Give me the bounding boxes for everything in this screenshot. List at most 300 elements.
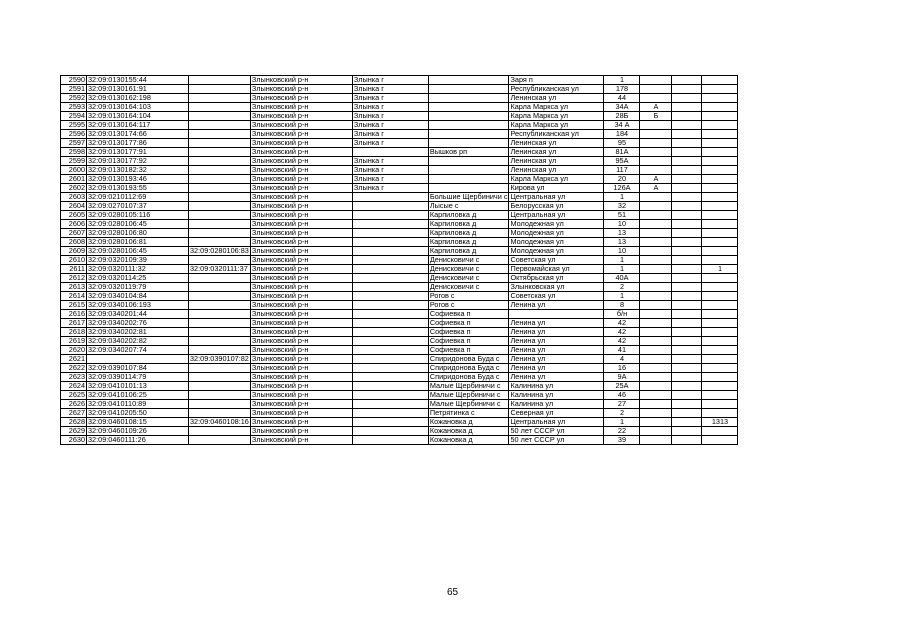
street-cell: Республиканская ул: [509, 85, 604, 94]
building-letter-cell: [640, 301, 672, 310]
row-number-cell: 2618: [61, 328, 87, 337]
city-cell: Злынка г: [352, 112, 428, 121]
city-cell: [352, 337, 428, 346]
extra-value-cell: [702, 121, 738, 130]
cadastral-number-cell: 32:09:0320111:32: [87, 265, 189, 274]
settlement-cell: Карпиловка д: [428, 247, 509, 256]
street-cell: Северная ул: [509, 409, 604, 418]
house-number-cell: 28Б: [604, 112, 640, 121]
district-cell: Злынковский р-н: [250, 364, 352, 373]
building-letter-cell: [640, 292, 672, 301]
building-letter-cell: [640, 373, 672, 382]
city-cell: [352, 220, 428, 229]
city-cell: [352, 436, 428, 445]
cadastral-number-cell: 32:09:0280106:81: [87, 238, 189, 247]
empty-cell: [672, 400, 702, 409]
settlement-cell: Рогов с: [428, 292, 509, 301]
empty-cell: [672, 310, 702, 319]
city-cell: [352, 355, 428, 364]
settlement-cell: Софиевка п: [428, 346, 509, 355]
linked-cadastral-number-cell: [189, 373, 251, 382]
linked-cadastral-number-cell: [189, 103, 251, 112]
empty-cell: [672, 328, 702, 337]
settlement-cell: Малые Щербиничи с: [428, 400, 509, 409]
table-row: [61, 112, 738, 121]
house-number-cell: 41: [604, 346, 640, 355]
linked-cadastral-number-cell: [189, 184, 251, 193]
extra-value-cell: 1313: [702, 418, 738, 427]
building-letter-cell: [640, 211, 672, 220]
settlement-cell: Денисковичи с: [428, 283, 509, 292]
table-row: [61, 175, 738, 184]
row-number-cell: 2616: [61, 310, 87, 319]
row-number-cell: 2612: [61, 274, 87, 283]
row-number-cell: 2603: [61, 193, 87, 202]
settlement-cell: [428, 94, 509, 103]
empty-cell: [672, 436, 702, 445]
cadastral-number-cell: 32:09:0340201:44: [87, 310, 189, 319]
linked-cadastral-number-cell: [189, 220, 251, 229]
house-number-cell: 117: [604, 166, 640, 175]
city-cell: [352, 193, 428, 202]
house-number-cell: 32: [604, 202, 640, 211]
district-cell: Злынковский р-н: [250, 391, 352, 400]
street-cell: Карла Маркса ул: [509, 103, 604, 112]
row-number-cell: 2604: [61, 202, 87, 211]
street-cell: Молодежная ул: [509, 220, 604, 229]
street-cell: Ленина ул: [509, 346, 604, 355]
building-letter-cell: [640, 418, 672, 427]
linked-cadastral-number-cell: [189, 274, 251, 283]
row-number-cell: 2614: [61, 292, 87, 301]
street-cell: Ленина ул: [509, 373, 604, 382]
house-number-cell: 42: [604, 328, 640, 337]
settlement-cell: [428, 157, 509, 166]
linked-cadastral-number-cell: [189, 436, 251, 445]
settlement-cell: Софиевка п: [428, 337, 509, 346]
settlement-cell: Рогов с: [428, 301, 509, 310]
house-number-cell: 1: [604, 193, 640, 202]
settlement-cell: [428, 166, 509, 175]
extra-value-cell: [702, 409, 738, 418]
row-number-cell: 2599: [61, 157, 87, 166]
city-cell: Злынка г: [352, 103, 428, 112]
district-cell: Злынковский р-н: [250, 184, 352, 193]
city-cell: [352, 301, 428, 310]
empty-cell: [672, 130, 702, 139]
house-number-cell: 25А: [604, 382, 640, 391]
city-cell: [352, 319, 428, 328]
empty-cell: [672, 175, 702, 184]
extra-value-cell: [702, 94, 738, 103]
row-number-cell: 2620: [61, 346, 87, 355]
extra-value-cell: [702, 391, 738, 400]
district-cell: Злынковский р-н: [250, 94, 352, 103]
building-letter-cell: [640, 193, 672, 202]
building-letter-cell: [640, 202, 672, 211]
settlement-cell: Софиевка п: [428, 328, 509, 337]
cadastral-number-cell: 32:09:0130193:55: [87, 184, 189, 193]
city-cell: [352, 265, 428, 274]
cadastral-number-cell: 32:09:0280106:45: [87, 220, 189, 229]
street-cell: Молодежная ул: [509, 238, 604, 247]
building-letter-cell: [640, 220, 672, 229]
table-row: [61, 391, 738, 400]
cadastral-number-cell: 32:09:0320114:25: [87, 274, 189, 283]
linked-cadastral-number-cell: [189, 229, 251, 238]
house-number-cell: 27: [604, 400, 640, 409]
row-number-cell: 2613: [61, 283, 87, 292]
extra-value-cell: [702, 157, 738, 166]
row-number-cell: 2625: [61, 391, 87, 400]
building-letter-cell: А: [640, 184, 672, 193]
settlement-cell: Софиевка п: [428, 319, 509, 328]
house-number-cell: 42: [604, 319, 640, 328]
empty-cell: [672, 247, 702, 256]
linked-cadastral-number-cell: [189, 139, 251, 148]
linked-cadastral-number-cell: [189, 391, 251, 400]
district-cell: Злынковский р-н: [250, 373, 352, 382]
district-cell: Злынковский р-н: [250, 202, 352, 211]
building-letter-cell: [640, 148, 672, 157]
cadastral-number-cell: 32:09:0130164:104: [87, 112, 189, 121]
district-cell: Злынковский р-н: [250, 319, 352, 328]
row-number-cell: 2629: [61, 427, 87, 436]
district-cell: Злынковский р-н: [250, 427, 352, 436]
street-cell: Белорусская ул: [509, 202, 604, 211]
settlement-cell: [428, 85, 509, 94]
building-letter-cell: [640, 139, 672, 148]
extra-value-cell: [702, 85, 738, 94]
settlement-cell: [428, 112, 509, 121]
empty-cell: [672, 409, 702, 418]
house-number-cell: 39: [604, 436, 640, 445]
district-cell: Злынковский р-н: [250, 382, 352, 391]
city-cell: [352, 256, 428, 265]
empty-cell: [672, 346, 702, 355]
table-row: [61, 301, 738, 310]
building-letter-cell: [640, 94, 672, 103]
district-cell: Злынковский р-н: [250, 103, 352, 112]
district-cell: Злынковский р-н: [250, 247, 352, 256]
settlement-cell: [428, 139, 509, 148]
building-letter-cell: Б: [640, 112, 672, 121]
row-number-cell: 2596: [61, 130, 87, 139]
street-cell: 50 лет СССР ул: [509, 436, 604, 445]
table-row: [61, 103, 738, 112]
row-number-cell: 2597: [61, 139, 87, 148]
city-cell: [352, 229, 428, 238]
house-number-cell: 22: [604, 427, 640, 436]
cadastral-number-cell: 32:09:0340207:74: [87, 346, 189, 355]
cadastral-number-cell: 32:09:0320109:39: [87, 256, 189, 265]
linked-cadastral-number-cell: [189, 283, 251, 292]
city-cell: Злынка г: [352, 166, 428, 175]
extra-value-cell: 1: [702, 265, 738, 274]
street-cell: Ленина ул: [509, 319, 604, 328]
city-cell: [352, 391, 428, 400]
table-row: [61, 148, 738, 157]
settlement-cell: [428, 175, 509, 184]
settlement-cell: Карпиловка д: [428, 220, 509, 229]
empty-cell: [672, 292, 702, 301]
city-cell: Злынка г: [352, 175, 428, 184]
extra-value-cell: [702, 211, 738, 220]
settlement-cell: Малые Щербиничи с: [428, 391, 509, 400]
district-cell: Злынковский р-н: [250, 292, 352, 301]
extra-value-cell: [702, 229, 738, 238]
table-row: [61, 400, 738, 409]
empty-cell: [672, 121, 702, 130]
house-number-cell: 46: [604, 391, 640, 400]
linked-cadastral-number-cell: [189, 76, 251, 85]
settlement-cell: Большие Щербиничи с: [429, 192, 508, 201]
district-cell: Злынковский р-н: [250, 229, 352, 238]
house-number-cell: 9А: [604, 373, 640, 382]
building-letter-cell: [640, 409, 672, 418]
linked-cadastral-number-cell: 32:09:0320111:37: [189, 265, 251, 274]
extra-value-cell: [702, 292, 738, 301]
table-row: [61, 238, 738, 247]
street-cell: Советская ул: [509, 292, 604, 301]
house-number-cell: 13: [604, 229, 640, 238]
cadastral-number-cell: 32:09:0460111:26: [87, 436, 189, 445]
street-cell: Карла Маркса ул: [509, 112, 604, 121]
building-letter-cell: [640, 427, 672, 436]
cadastral-number-cell: 32:09:0130164:103: [87, 103, 189, 112]
cadastral-number-cell: 32:09:0130162:198: [87, 94, 189, 103]
building-letter-cell: [640, 274, 672, 283]
empty-cell: [672, 337, 702, 346]
street-cell: 50 лет СССР ул: [509, 427, 604, 436]
street-cell: Молодежная ул: [509, 247, 604, 256]
row-number-cell: 2628: [61, 418, 87, 427]
district-cell: Злынковский р-н: [250, 85, 352, 94]
linked-cadastral-number-cell: 32:09:0390107:82: [190, 354, 249, 363]
cadastral-number-cell: 32:09:0410101:13: [87, 382, 189, 391]
district-cell: Злынковский р-н: [250, 112, 352, 121]
house-number-cell: 40А: [604, 274, 640, 283]
building-letter-cell: [640, 238, 672, 247]
house-number-cell: 178: [604, 85, 640, 94]
street-cell: [509, 310, 604, 319]
settlement-cell: Денисковичи с: [428, 256, 509, 265]
row-number-cell: 2590: [61, 76, 87, 85]
district-cell: Злынковский р-н: [250, 130, 352, 139]
city-cell: Злынка г: [352, 157, 428, 166]
extra-value-cell: [702, 166, 738, 175]
district-cell: Злынковский р-н: [250, 400, 352, 409]
city-cell: [352, 292, 428, 301]
row-number-cell: 2615: [61, 301, 87, 310]
table-row: [61, 346, 738, 355]
row-number-cell: 2622: [61, 364, 87, 373]
row-number-cell: 2601: [61, 175, 87, 184]
building-letter-cell: [640, 382, 672, 391]
district-cell: Злынковский р-н: [250, 301, 352, 310]
linked-cadastral-number-cell: [189, 319, 251, 328]
district-cell: Злынковский р-н: [250, 193, 352, 202]
row-number-cell: 2591: [61, 85, 87, 94]
extra-value-cell: [702, 400, 738, 409]
linked-cadastral-number-cell: [189, 364, 251, 373]
table-row: [61, 373, 738, 382]
extra-value-cell: [702, 319, 738, 328]
settlement-cell: Софиевка п: [428, 310, 509, 319]
empty-cell: [672, 184, 702, 193]
table-row: [61, 427, 738, 436]
settlement-cell: Кожановка д: [428, 436, 509, 445]
settlement-cell: Кожановка д: [428, 418, 509, 427]
house-number-cell: б/н: [604, 310, 640, 319]
street-cell: Ленинская ул: [509, 148, 604, 157]
empty-cell: [672, 166, 702, 175]
page-number: 65: [446, 587, 459, 598]
table-row: [61, 229, 738, 238]
building-letter-cell: [640, 310, 672, 319]
table-row: [61, 364, 738, 373]
building-letter-cell: [640, 166, 672, 175]
street-cell: Ленина ул: [509, 364, 604, 373]
street-cell: Калинина ул: [509, 391, 604, 400]
district-cell: Злынковский р-н: [250, 328, 352, 337]
settlement-cell: [428, 184, 509, 193]
row-number-cell: 2602: [61, 184, 87, 193]
city-cell: Злынка г: [352, 130, 428, 139]
row-number-cell: 2621: [61, 355, 87, 364]
settlement-cell: Петрятинка с: [428, 409, 509, 418]
house-number-cell: 42: [604, 337, 640, 346]
district-cell: Злынковский р-н: [250, 256, 352, 265]
house-number-cell: 34А: [604, 103, 640, 112]
extra-value-cell: [702, 436, 738, 445]
building-letter-cell: [640, 85, 672, 94]
city-cell: Злынка г: [352, 121, 428, 130]
extra-value-cell: [702, 346, 738, 355]
settlement-cell: [428, 103, 509, 112]
extra-value-cell: [702, 175, 738, 184]
extra-value-cell: [702, 427, 738, 436]
cadastral-number-cell: 32:09:0340106:193: [87, 301, 189, 310]
city-cell: [352, 274, 428, 283]
linked-cadastral-number-cell: [189, 382, 251, 391]
house-number-cell: 20: [604, 175, 640, 184]
extra-value-cell: [702, 103, 738, 112]
street-cell: Заря п: [509, 76, 604, 85]
linked-cadastral-number-cell: [189, 292, 251, 301]
table-row: [61, 220, 738, 229]
table-row: [61, 283, 738, 292]
district-cell: Злынковский р-н: [250, 76, 352, 85]
street-cell: Калинина ул: [509, 382, 604, 391]
street-cell: Октябрьская ул: [509, 274, 604, 283]
district-cell: Злынковский р-н: [250, 238, 352, 247]
row-number-cell: 2619: [61, 337, 87, 346]
settlement-cell: Денисковичи с: [428, 265, 509, 274]
city-cell: Злынка г: [352, 76, 428, 85]
empty-cell: [672, 238, 702, 247]
building-letter-cell: [640, 130, 672, 139]
extra-value-cell: [702, 310, 738, 319]
cadastral-number-cell: 32:09:0130177:92: [87, 157, 189, 166]
building-letter-cell: [640, 355, 672, 364]
empty-cell: [672, 265, 702, 274]
linked-cadastral-number-cell: [189, 256, 251, 265]
table-row: [61, 139, 738, 148]
linked-cadastral-number-cell: [189, 427, 251, 436]
city-cell: [352, 346, 428, 355]
street-cell: Республиканская ул: [509, 130, 604, 139]
house-number-cell: 2: [604, 283, 640, 292]
linked-cadastral-number-cell: [189, 346, 251, 355]
street-cell: Ленинская ул: [509, 157, 604, 166]
table-row: [61, 256, 738, 265]
linked-cadastral-number-cell: [189, 166, 251, 175]
linked-cadastral-number-cell: [189, 211, 251, 220]
empty-cell: [672, 274, 702, 283]
row-number-cell: 2607: [61, 229, 87, 238]
linked-cadastral-number-cell: [189, 175, 251, 184]
extra-value-cell: [702, 148, 738, 157]
empty-cell: [672, 193, 702, 202]
street-cell: Ленина ул: [509, 337, 604, 346]
city-cell: [352, 148, 428, 157]
house-number-cell: 13: [604, 238, 640, 247]
table-row: [61, 211, 738, 220]
cadastral-number-cell: 32:09:0410205:50: [87, 409, 189, 418]
empty-cell: [672, 85, 702, 94]
linked-cadastral-number-cell: [189, 148, 251, 157]
district-cell: Злынковский р-н: [250, 418, 352, 427]
row-number-cell: 2594: [61, 112, 87, 121]
district-cell: Злынковский р-н: [250, 346, 352, 355]
linked-cadastral-number-cell: [189, 328, 251, 337]
cadastral-number-cell: 32:09:0130155:44: [87, 76, 189, 85]
row-number-cell: 2610: [61, 256, 87, 265]
empty-cell: [672, 427, 702, 436]
city-cell: Злынка г: [352, 85, 428, 94]
district-cell: Злынковский р-н: [250, 283, 352, 292]
extra-value-cell: [702, 139, 738, 148]
house-number-cell: 1: [604, 76, 640, 85]
linked-cadastral-number-cell: [189, 85, 251, 94]
extra-value-cell: [702, 355, 738, 364]
house-number-cell: 95: [604, 139, 640, 148]
house-number-cell: 126А: [604, 184, 640, 193]
table-row: [61, 193, 738, 202]
empty-cell: [672, 202, 702, 211]
extra-value-cell: [702, 184, 738, 193]
building-letter-cell: [640, 400, 672, 409]
district-cell: Злынковский р-н: [250, 274, 352, 283]
table-row: [61, 382, 738, 391]
building-letter-cell: [640, 256, 672, 265]
street-cell: Центральная ул: [509, 211, 604, 220]
cadastral-number-cell: 32:09:0130193:46: [87, 175, 189, 184]
street-cell: Молодежная ул: [509, 229, 604, 238]
empty-cell: [672, 211, 702, 220]
cadastral-number-cell: 32:09:0320119:79: [87, 283, 189, 292]
cadastral-number-cell: 32:09:0130164:117: [87, 121, 189, 130]
linked-cadastral-number-cell: [189, 238, 251, 247]
city-cell: [352, 427, 428, 436]
cadastral-number-cell: 32:09:0210112:69: [87, 193, 189, 202]
district-cell: Злынковский р-н: [250, 337, 352, 346]
extra-value-cell: [702, 256, 738, 265]
table-row: [61, 76, 738, 85]
cadastral-number-cell: 32:09:0340202:81: [87, 328, 189, 337]
empty-cell: [672, 148, 702, 157]
